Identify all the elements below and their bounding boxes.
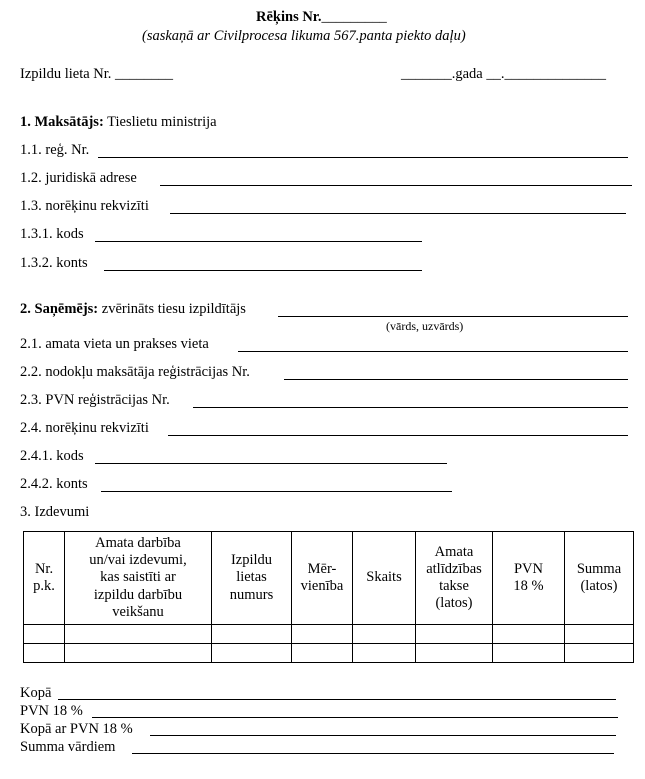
total-with-vat-label: Kopā ar PVN 18 % <box>20 721 133 737</box>
expenses-heading: 3. Izdevumi <box>20 504 90 520</box>
payer-reg-field[interactable] <box>98 157 628 158</box>
receiver-account-field[interactable] <box>101 491 452 492</box>
receiver-name-hint: (vārds, uzvārds) <box>386 319 464 333</box>
table-cell[interactable] <box>565 644 634 663</box>
table-cell[interactable] <box>24 644 65 663</box>
payer-bank-label: 1.3. norēķinu rekvizīti <box>20 198 149 214</box>
receiver-code-field[interactable] <box>95 463 447 464</box>
table-cell[interactable] <box>212 625 292 644</box>
receiver-taxid-label: 2.2. nodokļu maksātāja reģistrācijas Nr. <box>20 364 250 380</box>
invoice-title: Rēķins Nr._________ <box>256 9 387 25</box>
receiver-office-field[interactable] <box>238 351 628 352</box>
receiver-name-field[interactable] <box>278 316 628 317</box>
vat-total-label: PVN 18 % <box>20 703 83 719</box>
table-cell[interactable] <box>493 625 565 644</box>
table-cell[interactable] <box>353 625 416 644</box>
receiver-vat-field[interactable] <box>193 407 628 408</box>
payer-account-label: 1.3.2. konts <box>20 255 88 271</box>
col-vat-header: PVN 18 % <box>493 532 565 625</box>
table-cell[interactable] <box>65 625 212 644</box>
payer-code-field[interactable] <box>95 241 422 242</box>
table-row <box>24 625 634 644</box>
amount-in-words-label: Summa vārdiem <box>20 739 116 755</box>
col-case-number-header: Izpildu lietas numurs <box>212 532 292 625</box>
col-sum-header: Summa (latos) <box>565 532 634 625</box>
payer-address-field[interactable] <box>160 185 632 186</box>
table-cell[interactable] <box>292 625 353 644</box>
table-cell[interactable] <box>416 644 493 663</box>
total-field[interactable] <box>58 699 616 700</box>
receiver-bank-label: 2.4. norēķinu rekvizīti <box>20 420 149 436</box>
total-with-vat-field[interactable] <box>150 735 616 736</box>
receiver-vat-label: 2.3. PVN reģistrācijas Nr. <box>20 392 170 408</box>
vat-total-field[interactable] <box>92 717 618 718</box>
date-row: _______.gada __.______________ <box>401 66 606 82</box>
table-cell[interactable] <box>292 644 353 663</box>
table-row <box>24 644 634 663</box>
receiver-account-label: 2.4.2. konts <box>20 476 88 492</box>
receiver-bank-field[interactable] <box>168 435 628 436</box>
expenses-table <box>23 531 634 663</box>
invoice-subtitle: (saskaņā ar Civilprocesa likuma 567.panta piekto daļu) <box>142 28 466 44</box>
table-cell[interactable] <box>416 625 493 644</box>
table-cell[interactable] <box>565 625 634 644</box>
payer-heading: 1. Maksātājs: Tieslietu ministrija <box>20 114 217 130</box>
receiver-heading: 2. Saņēmējs: zvērināts tiesu izpildītājs <box>20 301 246 317</box>
total-label: Kopā <box>20 685 52 701</box>
table-cell[interactable] <box>24 625 65 644</box>
amount-in-words-field[interactable] <box>132 753 614 754</box>
table-cell[interactable] <box>353 644 416 663</box>
table-cell[interactable] <box>493 644 565 663</box>
col-quantity-header: Skaits <box>353 532 416 625</box>
payer-reg-label: 1.1. reģ. Nr. <box>20 142 90 158</box>
col-unit-header: Mēr- vienība <box>292 532 353 625</box>
payer-account-field[interactable] <box>104 270 422 271</box>
receiver-code-label: 2.4.1. kods <box>20 448 84 464</box>
col-activity-header: Amata darbība un/vai izdevumi, kas saistīti ar izpildu darbību veikšanu <box>65 532 212 625</box>
receiver-office-label: 2.1. amata vieta un prakses vieta <box>20 336 209 352</box>
table-cell[interactable] <box>212 644 292 663</box>
payer-address-label: 1.2. juridiskā adrese <box>20 170 137 186</box>
table-cell[interactable] <box>65 644 212 663</box>
payer-bank-field[interactable] <box>170 213 626 214</box>
col-fee-header: Amata atlīdzības takse (latos) <box>416 532 493 625</box>
receiver-taxid-field[interactable] <box>284 379 628 380</box>
payer-code-label: 1.3.1. kods <box>20 226 84 242</box>
case-number-row: Izpildu lieta Nr. ________ <box>20 66 174 82</box>
col-number-header: Nr. p.k. <box>24 532 65 625</box>
expenses-header-row <box>24 532 634 625</box>
